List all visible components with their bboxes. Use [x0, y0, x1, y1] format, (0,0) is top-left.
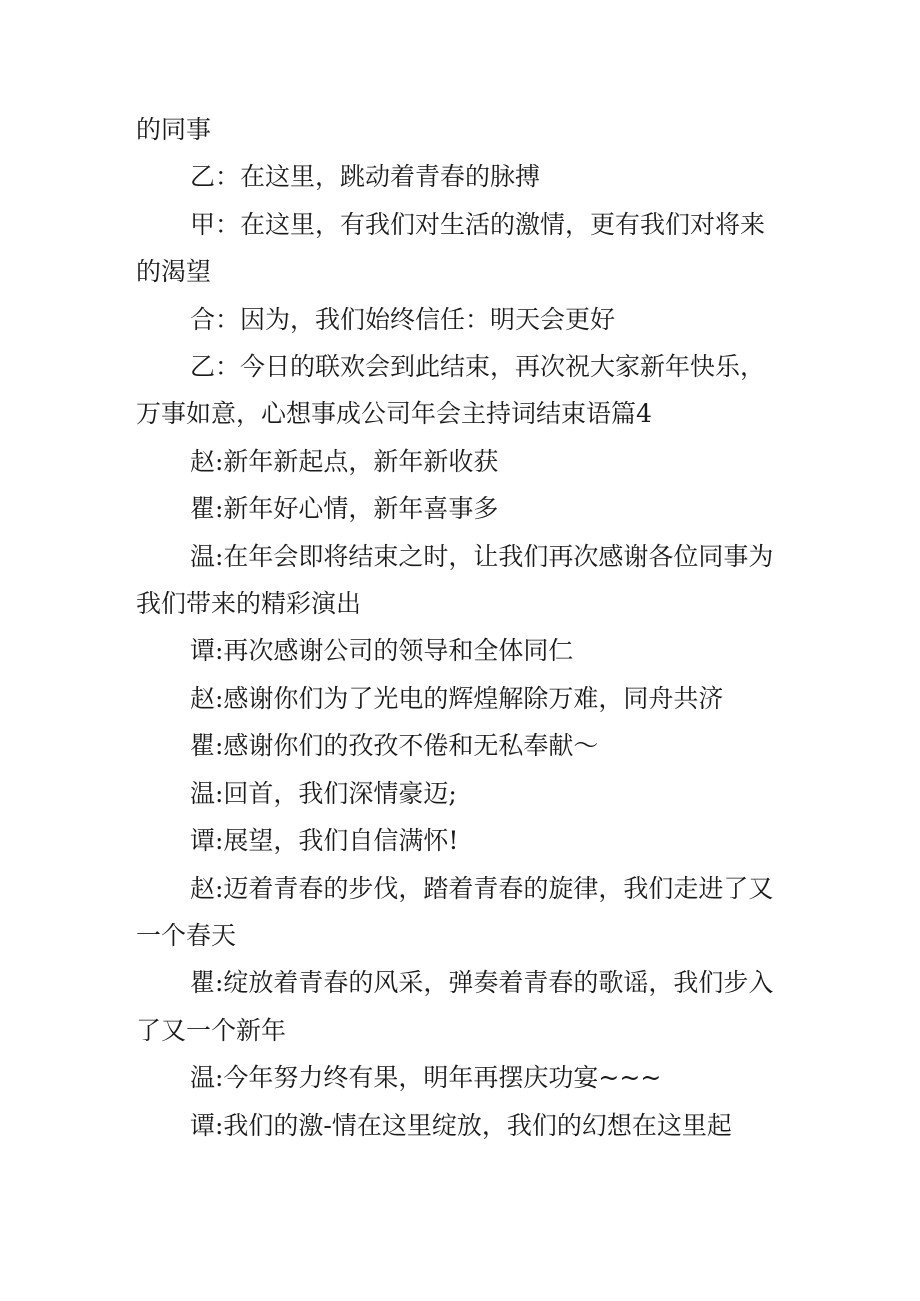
paragraph: 温:在年会即将结束之时，让我们再次感谢各位同事为我们带来的精彩演出 — [136, 541, 774, 619]
paragraph: 温:回首，我们深情豪迈; — [190, 778, 457, 808]
paragraph: 合：因为，我们始终信任：明天会更好 — [190, 304, 616, 334]
paragraph: 瞿:绽放着青春的风采，弹奏着青春的歌谣，我们步入了又一个新年 — [136, 968, 774, 1045]
paragraph: 赵:感谢你们为了光电的辉煌解除万难，同舟共济 — [190, 683, 724, 713]
paragraph: 瞿:感谢你们的孜孜不倦和无私奉献～ — [190, 731, 599, 761]
paragraph: 赵:新年新起点，新年新收获 — [190, 446, 499, 476]
paragraph: 乙：在这里，跳动着青春的脉搏 — [190, 162, 541, 192]
paragraph: 瞿:新年好心情，新年喜事多 — [190, 494, 499, 524]
paragraph: 谭:我们的激-情在这里绽放，我们的幻想在这里起 — [190, 1110, 732, 1140]
paragraph: 谭:再次感谢公司的领导和全体同仁 — [190, 636, 574, 666]
paragraph: 乙：今日的联欢会到此结束，再次祝大家新年快乐，万事如意，心想事成公司年会主持词结束语篇4 — [136, 352, 766, 429]
paragraph: 赵:迈着青春的步伐，踏着青春的旋律，我们走进了又一个春天 — [136, 873, 774, 950]
paragraph: 甲：在这里，有我们对生活的激情，更有我们对将来的渴望 — [136, 209, 766, 287]
paragraph-continuation: 的同事 — [136, 115, 212, 144]
paragraph: 温:今年努力终有果，明年再摆庆功宴~~~ — [190, 1063, 662, 1093]
document-body — [136, 106, 786, 1149]
paragraph: 谭:展望，我们自信满怀! — [190, 826, 459, 856]
